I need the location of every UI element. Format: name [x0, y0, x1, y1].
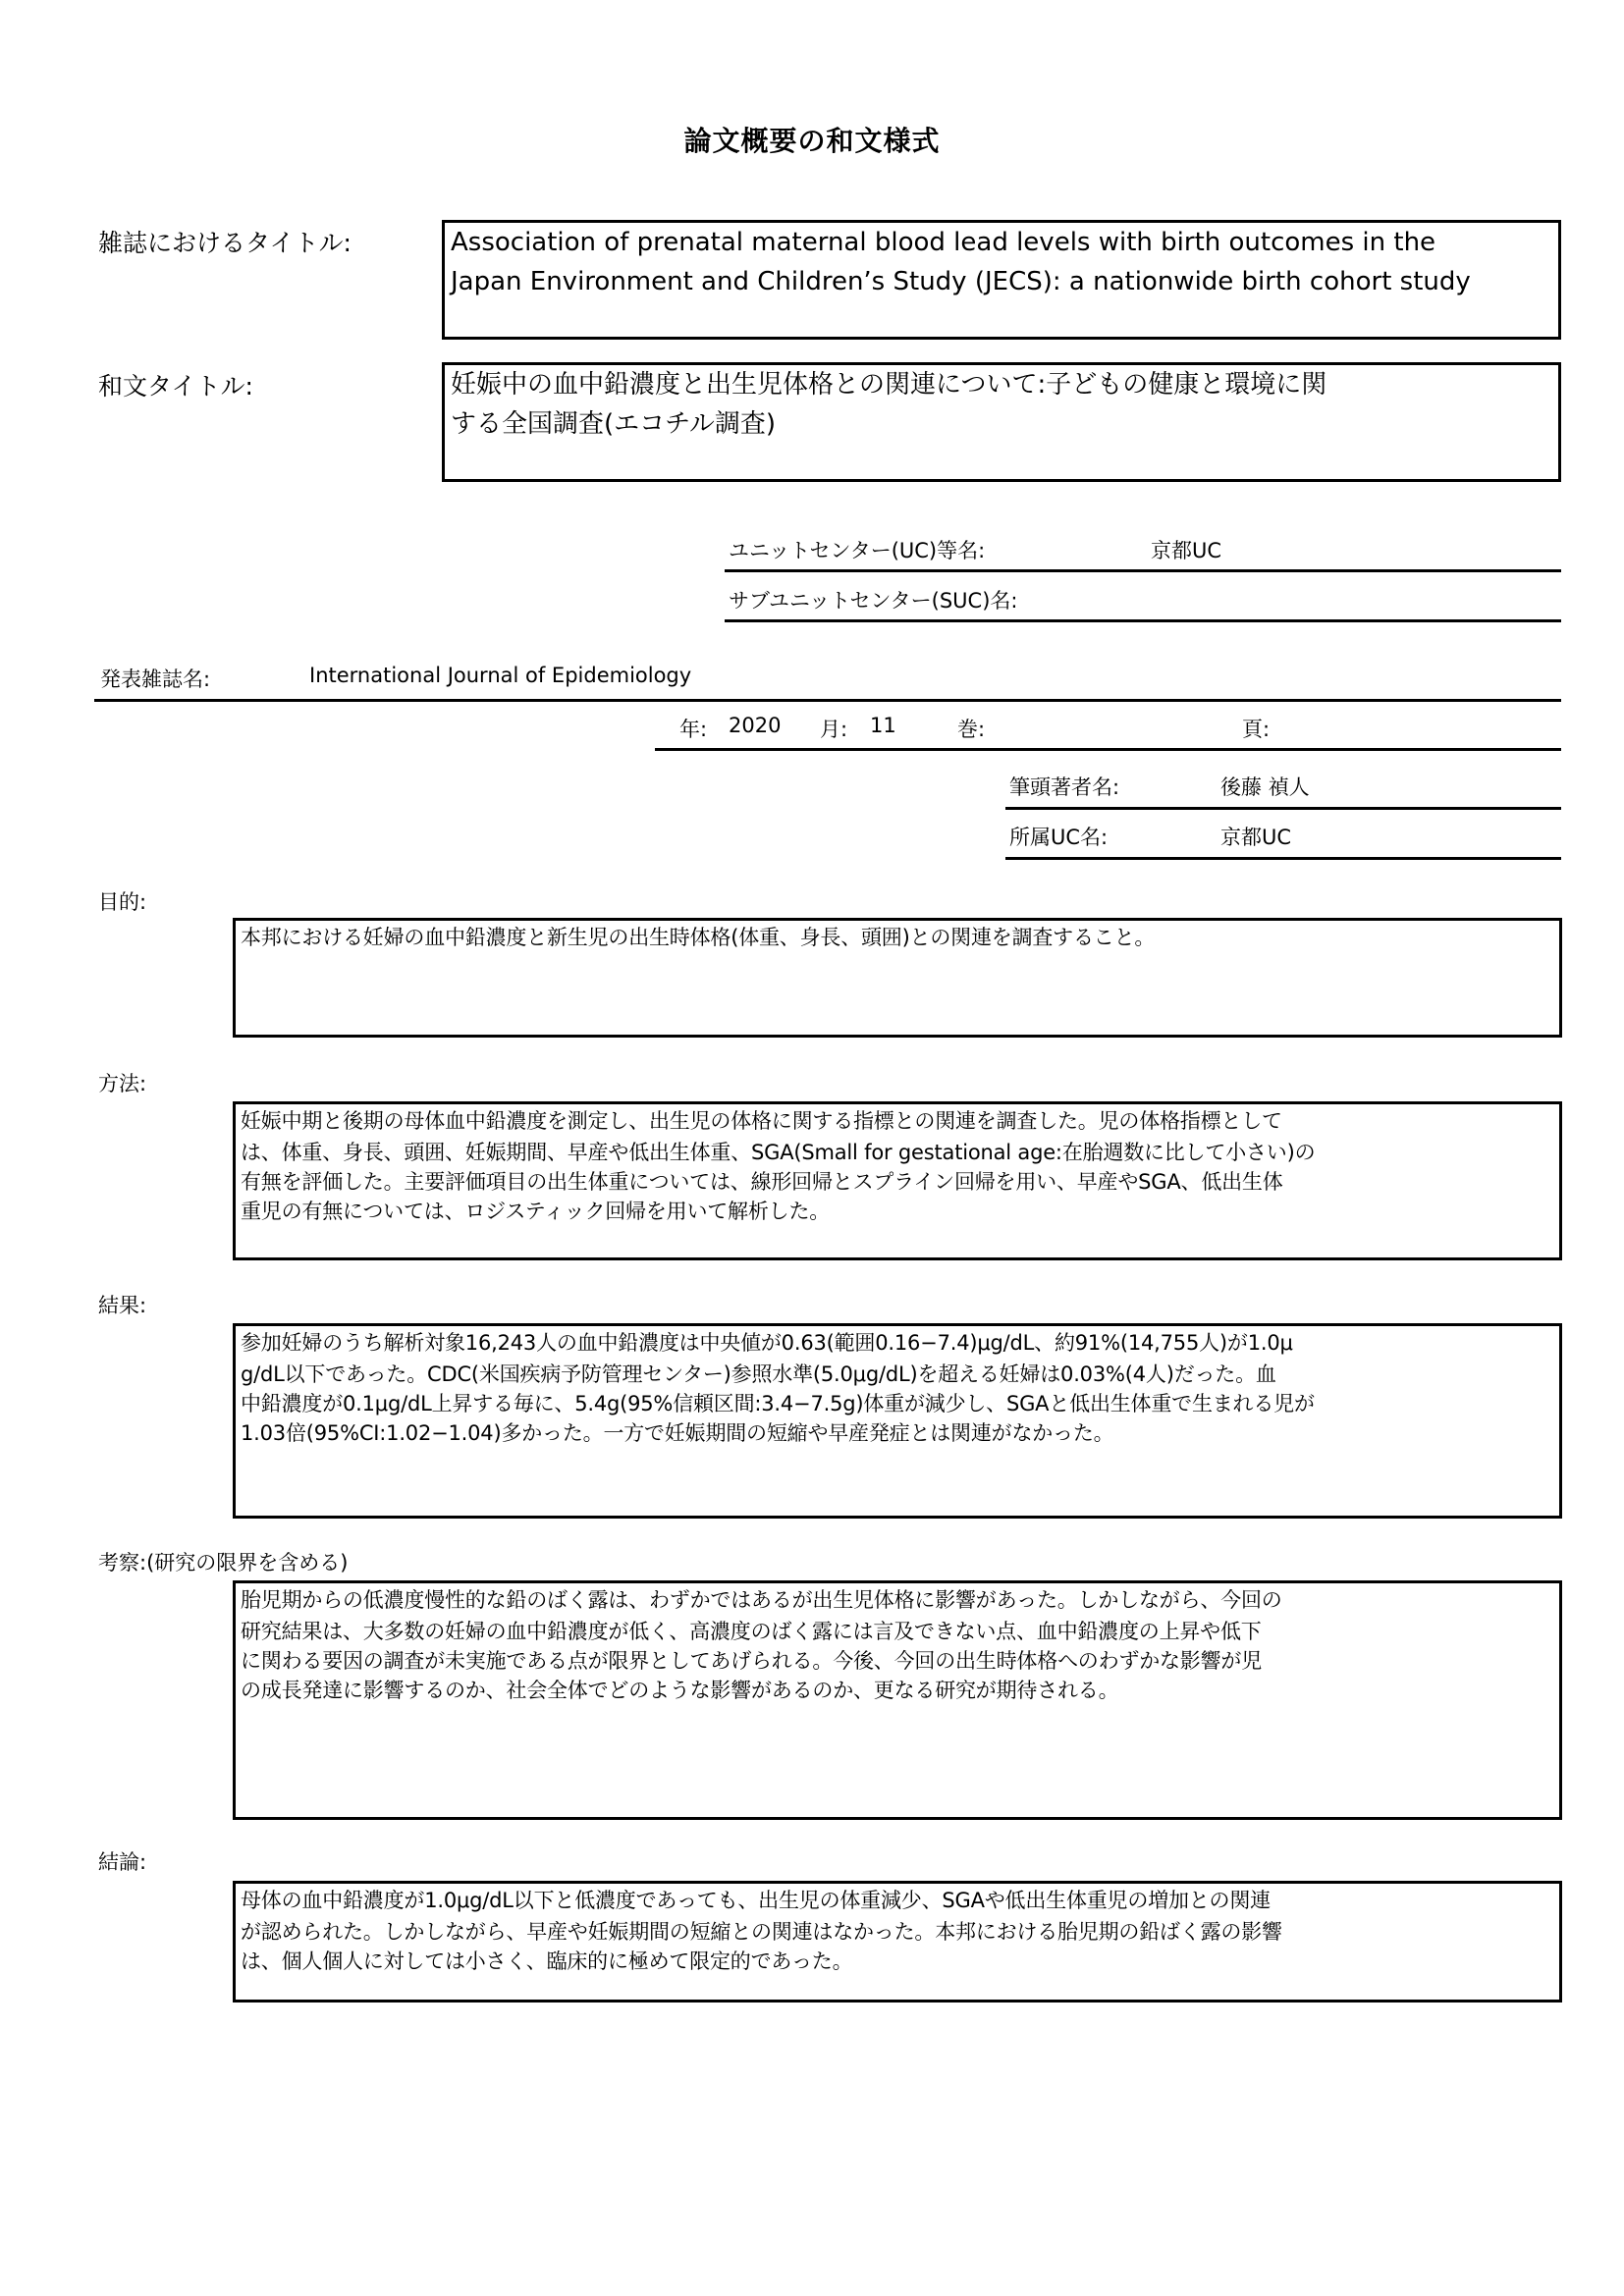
methods-box — [233, 1101, 1562, 1260]
first-author-value: 後藤 禎人 — [1220, 775, 1310, 799]
issue-underline — [655, 748, 1561, 751]
japanese-title-line: する全国調査(エコチル調査) — [451, 409, 776, 439]
conclusion-label: 結論: — [98, 1850, 147, 1874]
month-label: 月: — [820, 718, 848, 741]
japanese-title-line: 妊娠中の血中鉛濃度と出生児体格との関連について:子どもの健康と環境に関 — [451, 370, 1327, 400]
japanese-title-box — [442, 362, 1561, 482]
journal-title-box — [442, 220, 1561, 340]
document-title: 論文概要の和文様式 — [683, 125, 941, 157]
discussion-line: の成長発達に影響するのか、社会全体でどのような影響があるのか、更なる研究が期待される。 — [241, 1679, 1119, 1702]
journal-name-value: International Journal of Epidemiology — [309, 664, 692, 687]
results-line: 1.03倍(95%CI:1.02−1.04)多かった。一方で妊娠期間の短縮や早産発症とは関連がなかった。 — [241, 1421, 1114, 1445]
discussion-box — [233, 1580, 1562, 1820]
uc-underline — [725, 569, 1561, 572]
objective-box — [233, 918, 1562, 1038]
suc-label: サブユニットセンター(SUC)名: — [729, 589, 1018, 613]
affiliation-value: 京都UC — [1220, 826, 1292, 849]
conclusion-line: が認められた。しかしながら、早産や妊娠期間の短縮との関連はなかった。本邦における胎児期の鉛ばく露の影響 — [241, 1920, 1282, 1944]
page-label: 頁: — [1242, 718, 1271, 741]
results-box — [233, 1323, 1562, 1519]
year-label: 年: — [679, 718, 708, 741]
volume-label: 巻: — [957, 718, 986, 741]
discussion-label: 考察:(研究の限界を含める) — [98, 1551, 349, 1575]
journal-title-line: Japan Environment and Children’s Study (JECS): a nationwide birth cohort study — [451, 267, 1471, 296]
conclusion-line: は、個人個人に対しては小さく、臨床的に極めて限定的であった。 — [241, 1949, 853, 1973]
results-line: 中鉛濃度が0.1μg/dL上昇する毎に、5.4g(95%信頼区間:3.4−7.5g)体重が減少し、SGAと低出生体重で生まれる児が — [241, 1392, 1315, 1415]
methods-line: 重児の有無については、ロジスティック回帰を用いて解析した。 — [241, 1200, 831, 1223]
affiliation-underline — [1005, 857, 1561, 860]
objective-label: 目的: — [98, 890, 147, 914]
first-author-underline — [1005, 807, 1561, 810]
journal-title-label: 雑誌におけるタイトル: — [98, 229, 352, 257]
affiliation-label: 所属UC名: — [1009, 826, 1109, 849]
objective-line: 本邦における妊婦の血中鉛濃度と新生児の出生時体格(体重、身長、頭囲)との関連を調査すること。 — [241, 926, 1156, 949]
discussion-line: に関わる要因の調査が未実施である点が限界としてあげられる。今後、今回の出生時体格へのわずかな影響が児 — [241, 1649, 1262, 1673]
results-line: g/dL以下であった。CDC(米国疾病予防管理センター)参照水準(5.0μg/dL)を超える妊婦は0.03%(4人)だった。血 — [241, 1362, 1276, 1386]
japanese-title-label: 和文タイトル: — [98, 372, 253, 400]
month-value: 11 — [870, 714, 896, 737]
methods-line: 有無を評価した。主要評価項目の出生体重については、線形回帰とスプライン回帰を用い、早産やSGA、低出生体 — [241, 1170, 1283, 1194]
results-label: 結果: — [98, 1294, 147, 1317]
discussion-line: 胎児期からの低濃度慢性的な鉛のばく露は、わずかではあるが出生児体格に影響があった。しかしながら、今回の — [241, 1588, 1282, 1612]
conclusion-line: 母体の血中鉛濃度が1.0μg/dL以下と低濃度であっても、出生児の体重減少、SGAや低出生体重児の増加との関連 — [241, 1889, 1271, 1912]
journal-name-underline — [94, 699, 1561, 702]
suc-underline — [725, 619, 1561, 622]
discussion-line: 研究結果は、大多数の妊婦の血中鉛濃度が低く、高濃度のばく露には言及できない点、血中鉛濃度の上昇や低下 — [241, 1620, 1262, 1643]
journal-name-label: 発表雑誌名: — [100, 667, 211, 691]
methods-line: 妊娠中期と後期の母体血中鉛濃度を測定し、出生児の体格に関する指標との関連を調査した。児の体格指標として — [241, 1109, 1282, 1133]
conclusion-box — [233, 1881, 1562, 2002]
uc-value: 京都UC — [1151, 539, 1222, 562]
uc-label: ユニットセンター(UC)等名: — [729, 539, 986, 562]
methods-label: 方法: — [98, 1072, 147, 1095]
methods-line: は、体重、身長、頭囲、妊娠期間、早産や低出生体重、SGA(Small for gestational age:在胎週数に比して小さい)の — [241, 1141, 1316, 1164]
first-author-label: 筆頭著者名: — [1009, 775, 1120, 799]
journal-title-line: Association of prenatal maternal blood lead levels with birth outcomes in the — [451, 228, 1436, 257]
results-line: 参加妊婦のうち解析対象16,243人の血中鉛濃度は中央値が0.63(範囲0.16−7.4)μg/dL、約91%(14,755人)が1.0μ — [241, 1331, 1293, 1355]
year-value: 2020 — [729, 714, 782, 737]
